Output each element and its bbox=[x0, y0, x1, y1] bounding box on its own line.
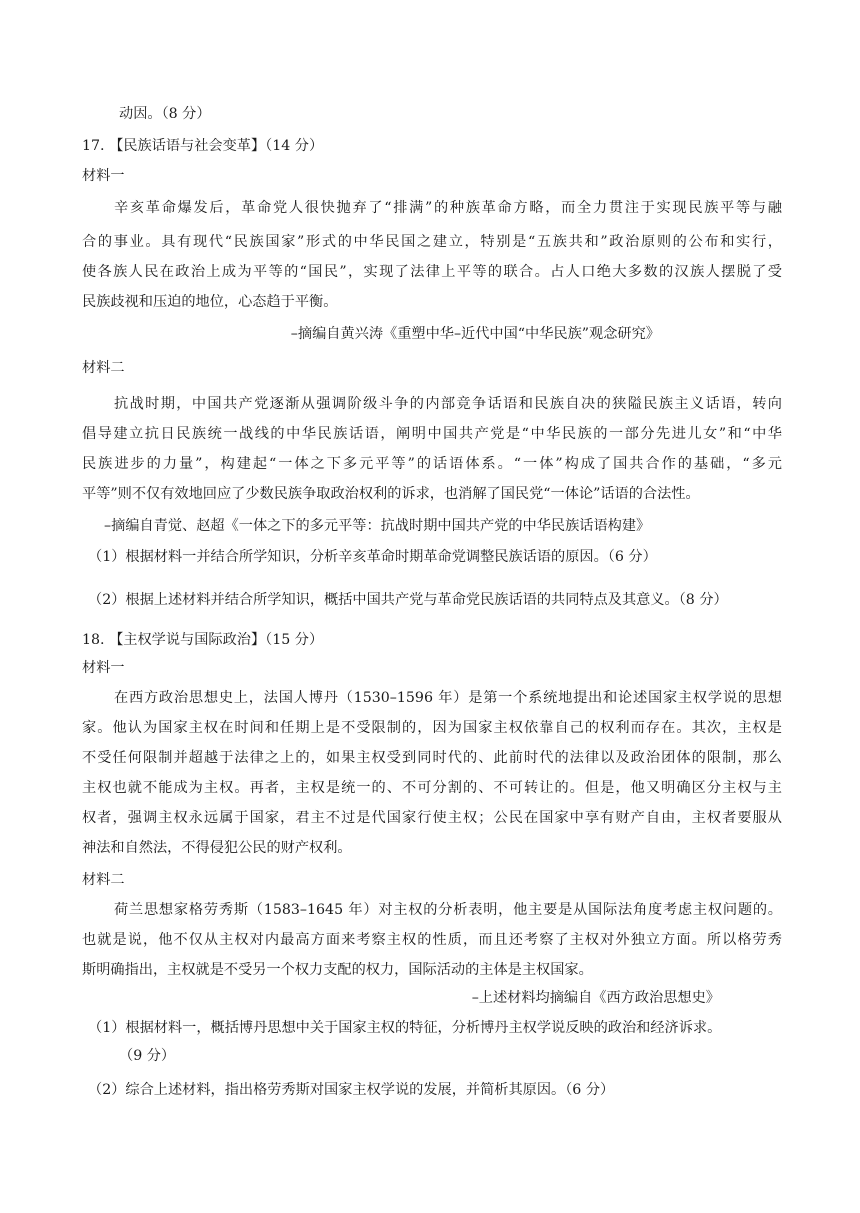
q17-m2-line: 民族进步的力量”，构建起“一体之下多元平等”的话语体系。“一体”构成了国共合作的基础，“多元 bbox=[82, 456, 782, 472]
q18-subquestion-1-points: （9 分） bbox=[119, 1048, 176, 1064]
q17-m2-source: –摘编自青觉、赵超《一体之下的多元平等：抗战时期中国共产党的中华民族话语构建》 bbox=[104, 518, 651, 534]
q17-m1-line: 使各族人民在政治上成为平等的“国民”，实现了法律上平等的联合。占人口绝大多数的汉族人摆脱了受 bbox=[82, 264, 782, 280]
q17-subquestion-1: （1）根据材料一并结合所学知识，分析辛亥革命时期革命党调整民族话语的原因。（6 分） bbox=[88, 549, 657, 565]
q18-m1-line: 权者，强调主权永远属于国家，君主不过是代国家行使主权；公民在国家中享有财产自由，主权者要服从 bbox=[82, 810, 782, 826]
q17-subquestion-2: （2）根据上述材料并结合所学知识，概括中国共产党与革命党民族话语的共同特点及其意义。（8 分） bbox=[88, 592, 728, 608]
q18-m1-line: 主权也就不能成为主权。再者，主权是统一的、不可分割的、不可转让的。但是，他又明确区分主权与主 bbox=[82, 780, 782, 796]
q18-subquestion-1: （1）根据材料一，概括博丹思想中关于国家主权的特征，分析博丹主权学说反映的政治和经济诉求。 bbox=[88, 1020, 722, 1036]
q18-material-1-label: 材料一 bbox=[82, 660, 125, 676]
q17-m2-line: 抗战时期，中国共产党逐渐从强调阶级斗争的内部竞争话语和民族自决的狭隘民族主义话语，转向 bbox=[114, 396, 782, 412]
q17-m2-line: 倡导建立抗日民族统一战线的中华民族话语，阐明中国共产党是“中华民族的一部分先进儿女”和“中华 bbox=[82, 426, 782, 442]
q18-source: –上述材料均摘编自《西方政治思想史》 bbox=[471, 990, 720, 1006]
q18-subquestion-2: （2）综合上述材料，指出格劳秀斯对国家主权学说的发展，并简析其原因。（6 分） bbox=[88, 1082, 615, 1098]
q17-m1-line: 民族歧视和压迫的地位，心态趋于平衡。 bbox=[82, 294, 338, 310]
q18-m1-line: 不受任何限制并超越于法律之上的，如果主权受到同时代的、此前时代的法律以及政治团体的限制，那么 bbox=[82, 750, 782, 766]
q18-material-2-label: 材料二 bbox=[82, 872, 125, 888]
q17-material-1-label: 材料一 bbox=[82, 168, 125, 184]
q17-m2-line: 平等”则不仅有效地回应了少数民族争取政治权利的诉求，也消解了国民党“一体论”话语的合法性。 bbox=[82, 486, 700, 502]
q18-m1-line: 在西方政治思想史上，法国人博丹（1530–1596 年）是第一个系统地提出和论述国家主权学说的思想 bbox=[114, 690, 782, 706]
q18-m1-line: 神法和自然法，不得侵犯公民的财产权利。 bbox=[82, 840, 352, 856]
q17-heading: 17. 【民族话语与社会变革】（14 分） bbox=[82, 138, 324, 154]
q18-m2-line: 也就是说，他不仅从主权对内最高方面来考察主权的性质，而且还考察了主权对外独立方面。所以格劳秀 bbox=[82, 932, 782, 948]
q17-m1-source: –摘编自黄兴涛《重塑中华–近代中国“中华民族”观念研究》 bbox=[290, 326, 660, 342]
q17-material-2-label: 材料二 bbox=[82, 360, 125, 376]
q18-m1-line: 家。他认为国家主权在时间和任期上是不受限制的，因为国家主权依靠自己的权利而存在。其次，主权是 bbox=[82, 720, 782, 736]
q18-m2-line: 荷兰思想家格劳秀斯（1583–1645 年）对主权的分析表明，他主要是从国际法角度考虑主权问题的。 bbox=[114, 902, 782, 918]
q17-m1-line: 辛亥革命爆发后，革命党人很快抛弃了“排满”的种族革命方略，而全力贯注于实现民族平等与融 bbox=[114, 200, 782, 216]
q18-m2-line: 斯明确指出，主权就是不受另一个权力支配的权力，国际活动的主体是主权国家。 bbox=[82, 962, 593, 978]
q17-m1-line: 合的事业。具有现代“民族国家”形式的中华民国之建立，特别是“五族共和”政治原则的公布和实行， bbox=[82, 234, 782, 250]
continuation-line: 动因。（8 分） bbox=[119, 106, 211, 122]
q18-heading: 18. 【主权学说与国际政治】（15 分） bbox=[82, 632, 324, 648]
